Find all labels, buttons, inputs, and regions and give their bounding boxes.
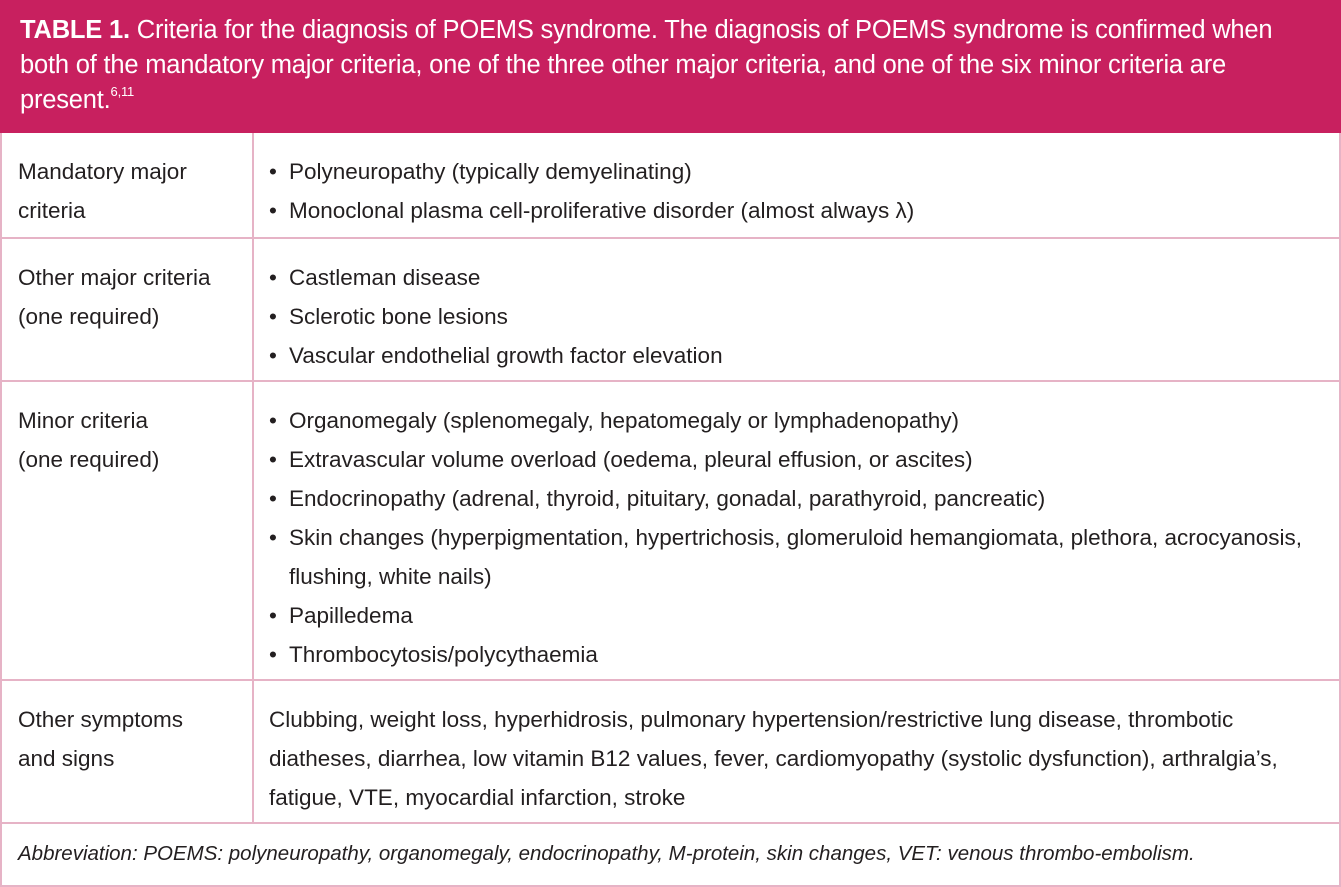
list-item: • Skin changes (hyperpigmentation, hypertrichosis, glomeruloid hemangiomata, plethora, acrocyanosis, flushing, white nails) xyxy=(269,518,1329,596)
symptoms-text: Clubbing, weight loss, hyperhidrosis, pulmonary hypertension/restrictive lung disease, thrombotic diatheses, diarrhea, low vitamin B12 values, fever, cardiomyopathy (systolic dysfunction), arthralgia’s, fatigue, VTE, myocardial infarction, stroke xyxy=(269,707,1278,810)
list-item: • Monoclonal plasma cell-proliferative disorder (almost always λ) xyxy=(269,191,1329,230)
table-row-minor xyxy=(2,382,1339,681)
list-item: • Castleman disease xyxy=(269,258,1329,297)
row-label-line: Mandatory major xyxy=(18,159,187,184)
table-caption xyxy=(0,0,1341,133)
table-row-mandatory-major xyxy=(2,133,1339,239)
abbreviation-footnote: Abbreviation: POEMS: polyneuropathy, organomegaly, endocrinopathy, M-protein, skin changes, VET: venous thrombo-embolism. xyxy=(18,842,1195,865)
caption-text: Criteria for the diagnosis of POEMS syndrome. The diagnosis of POEMS syndrome is confirmed when both of the mandatory major criteria, one of the three other major criteria, and one of the six minor criteria are present. xyxy=(20,16,1273,114)
list-item: • Sclerotic bone lesions xyxy=(269,297,1329,336)
row-label xyxy=(2,681,254,822)
table-body xyxy=(0,133,1341,887)
row-label-line: and signs xyxy=(18,746,115,771)
row-content xyxy=(254,382,1339,679)
row-label-line: Other major criteria xyxy=(18,265,211,290)
row-label-line: Other symptoms xyxy=(18,707,184,732)
criteria-list xyxy=(269,152,1329,230)
list-item: • Organomegaly (splenomegaly, hepatomegaly or lymphadenopathy) xyxy=(269,401,1329,440)
row-content xyxy=(254,239,1339,380)
row-label-line: Minor criteria xyxy=(18,408,149,433)
row-label-line: (one required) xyxy=(18,447,160,472)
row-label-line: criteria xyxy=(18,198,86,223)
row-label-line: (one required) xyxy=(18,304,160,329)
list-item: • Thrombocytosis/polycythaemia xyxy=(269,635,1329,674)
row-content xyxy=(254,681,1339,822)
row-content xyxy=(254,133,1339,237)
table-label: TABLE 1. xyxy=(20,16,130,44)
criteria-list xyxy=(269,401,1329,674)
criteria-list xyxy=(269,258,1329,375)
row-label xyxy=(2,382,254,679)
list-item: • Vascular endothelial growth factor elevation xyxy=(269,336,1329,375)
table-row-other-symptoms xyxy=(2,681,1339,824)
list-item: • Papilledema xyxy=(269,596,1329,635)
row-label xyxy=(2,239,254,380)
table-row-other-major xyxy=(2,239,1339,382)
list-item: • Polyneuropathy (typically demyelinating) xyxy=(269,152,1329,191)
caption-references: 6,11 xyxy=(110,83,135,99)
row-label xyxy=(2,133,254,237)
list-item: • Endocrinopathy (adrenal, thyroid, pituitary, gonadal, parathyroid, pancreatic) xyxy=(269,479,1329,518)
list-item: • Extravascular volume overload (oedema, pleural effusion, or ascites) xyxy=(269,440,1329,479)
